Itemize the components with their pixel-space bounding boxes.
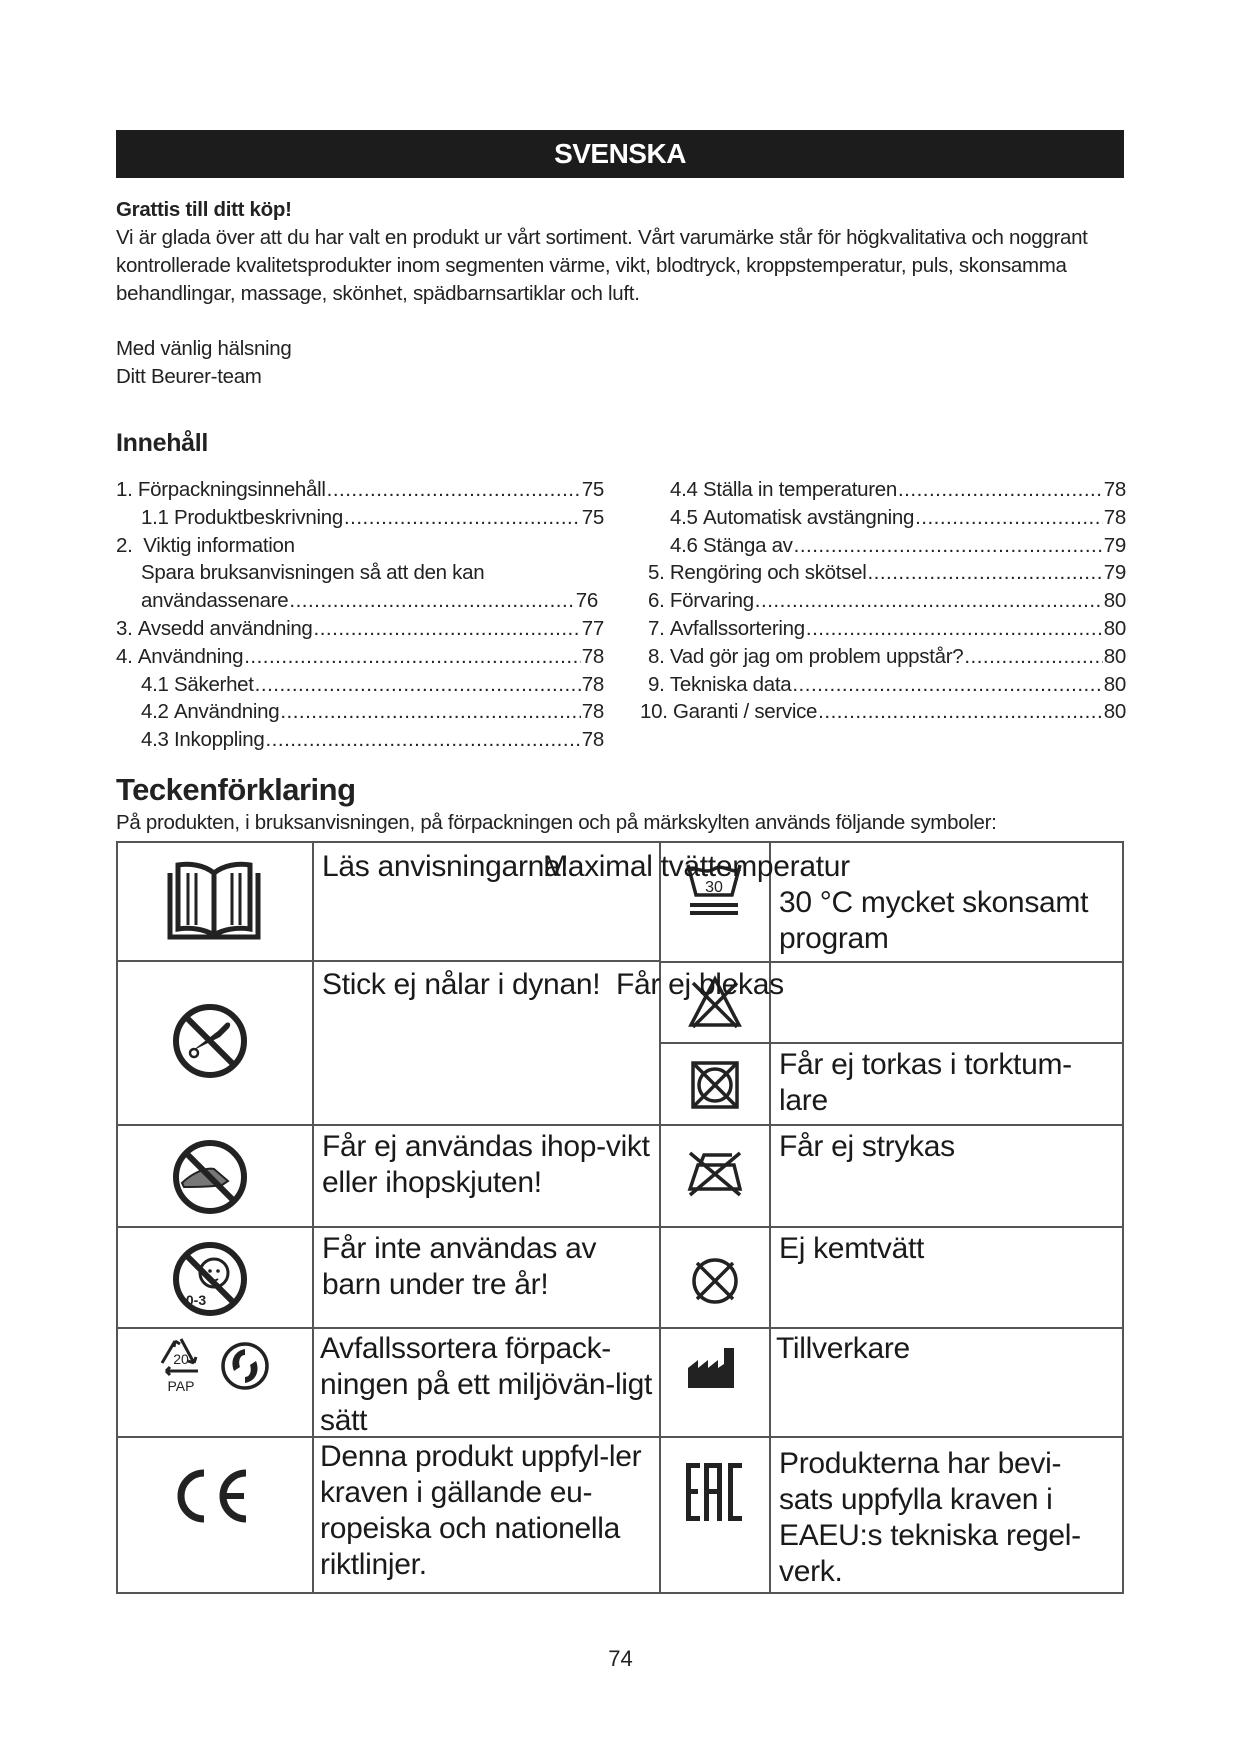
table-border — [116, 841, 118, 1594]
toc-leader — [314, 615, 581, 643]
closing-signature — [116, 335, 292, 391]
no-needles-text: Stick ej nålar i dynan! — [322, 968, 601, 1001]
toc-entry[interactable] — [116, 615, 604, 643]
table-divider — [659, 961, 1124, 963]
table-divider — [659, 1436, 1124, 1438]
toc-leader — [964, 643, 1102, 671]
legend-subtitle: På produkten, i bruksanvisningen, på förpackningen och på märkskylten används följande symboler: — [116, 811, 997, 834]
toc-entry[interactable] — [640, 504, 1126, 532]
toc-leader — [327, 476, 581, 504]
recycle-text: Avfallssortera förpack-ningen på ett miljövän-ligt sätt — [320, 1332, 653, 1437]
table-divider — [659, 1042, 1124, 1044]
closing-line: Ditt Beurer-team — [116, 365, 262, 388]
toc-label: Förvaring — [669, 589, 754, 613]
toc-leader — [915, 504, 1103, 532]
closing-line: Med vänlig hälsning — [116, 337, 292, 360]
no-fold-icon — [170, 1137, 250, 1217]
toc-label: Inkoppling — [174, 728, 265, 752]
no-dryclean-text: Ej kemtvätt — [779, 1232, 925, 1265]
toc-page: 77 — [581, 616, 604, 640]
toc-label: Användning — [137, 644, 244, 668]
table-divider — [769, 841, 771, 1594]
language-banner: SVENSKA — [116, 130, 1124, 178]
toc-leader — [265, 726, 580, 754]
toc-leader — [794, 532, 1103, 560]
toc-page: 79 — [1103, 561, 1126, 585]
toc-number: 7. — [648, 616, 665, 640]
toc-entry[interactable] — [640, 643, 1126, 671]
no-needle-icon — [170, 1001, 250, 1081]
toc-page: 80 — [1103, 700, 1126, 724]
manufacturer-text: Tillverkare — [776, 1332, 910, 1365]
toc-entry[interactable] — [640, 671, 1126, 699]
max-wash-text: Maximal tvättemperatur — [543, 850, 850, 883]
toc-page: 76 — [575, 589, 598, 613]
toc-leader — [289, 587, 574, 615]
toc-label: Avsedd användning — [137, 616, 313, 640]
toc-label: Tekniska data — [669, 672, 792, 696]
toc-leader — [280, 698, 580, 726]
toc-number: 9. — [648, 672, 665, 696]
toc-label: Produktbeskrivning — [174, 505, 343, 529]
green-dot-icon — [220, 1341, 270, 1391]
book-icon — [166, 859, 262, 943]
toc-entry[interactable] — [116, 587, 604, 615]
toc-leader — [806, 615, 1103, 643]
no-child-icon — [170, 1239, 250, 1319]
toc-label: Rengöring och skötsel — [669, 561, 867, 585]
toc-label: Spara bruksanvisningen så att den kan — [141, 561, 485, 585]
toc-entry[interactable] — [640, 476, 1126, 504]
toc-label: Stänga av — [703, 533, 793, 557]
greeting: Grattis till ditt köp! — [116, 198, 292, 221]
toc-number: 10. — [640, 700, 668, 724]
toc-page: 78 — [581, 728, 604, 752]
age-range-label: 0-3 — [185, 1292, 207, 1308]
toc-number: 4.3 — [141, 728, 169, 752]
toc-number: 3. — [116, 616, 133, 640]
no-dryer-text: Får ej torkas i torktum-lare — [779, 1048, 1072, 1117]
toc-number: 1. — [116, 478, 133, 501]
table-border — [1122, 841, 1124, 1594]
toc-number: 2. — [116, 533, 133, 557]
toc-label: Avfallssortering — [669, 616, 805, 640]
table-divider — [116, 1226, 661, 1228]
toc-leader — [244, 643, 581, 671]
table-divider — [116, 960, 661, 962]
toc-entry[interactable] — [640, 532, 1126, 560]
toc-label: Säkerhet — [174, 672, 254, 696]
toc-page: 78 — [1103, 478, 1126, 501]
contents-heading: Innehåll — [116, 429, 209, 457]
toc-label: Vad gör jag om problem uppstår? — [669, 644, 964, 668]
toc-number: 4.4 — [670, 478, 698, 501]
toc-page: 80 — [1103, 672, 1126, 696]
toc-entry[interactable] — [640, 587, 1126, 615]
table-divider — [116, 1327, 661, 1329]
no-bleach-text: Får ej blekas — [616, 968, 784, 1001]
toc-page: 75 — [581, 478, 604, 501]
intro-line: Vi är glada över att du har valt en produkt ur vårt sortiment. Vårt varumärke står för högkvalitativa och noggrant — [116, 226, 1088, 249]
toc-number: 4.5 — [670, 505, 698, 529]
toc-page: 78 — [581, 700, 604, 724]
toc-label: Användning — [174, 700, 280, 724]
toc-page: 78 — [581, 672, 604, 696]
toc-label: användassenare — [141, 589, 289, 613]
toc-number: 8. — [648, 644, 665, 668]
toc-page: 78 — [581, 644, 604, 668]
page-number: 74 — [608, 1646, 633, 1671]
toc-number: 4. — [116, 644, 133, 668]
toc-number: 6. — [648, 589, 665, 613]
toc-leader — [755, 587, 1103, 615]
wash-temp-label: 30 — [705, 879, 723, 896]
factory-icon — [686, 1346, 738, 1390]
toc-leader — [792, 671, 1102, 699]
eac-text: Produkterna har bevi-sats uppfylla kraven i EAEU:s tekniska regel-verk. — [779, 1447, 1081, 1588]
table-divider — [659, 841, 661, 1594]
recycle-material: PAP — [167, 1378, 195, 1394]
toc-entry — [116, 559, 604, 587]
toc-number: 5. — [648, 561, 665, 585]
table-divider — [659, 1226, 1124, 1228]
no-tumble-dry-icon — [687, 1057, 743, 1113]
table-divider — [659, 1124, 1124, 1126]
no-iron-icon — [684, 1145, 746, 1201]
toc-entry[interactable] — [116, 532, 604, 560]
toc-page: 80 — [1103, 616, 1126, 640]
intro-line: kontrollerade kvalitetsprodukter inom segmenten värme, vikt, blodtryck, kroppstemperatur, puls, skonsamma — [116, 254, 1067, 277]
table-border — [116, 841, 1124, 843]
toc-leader — [344, 504, 581, 532]
no-children-text: Får inte användas av barn under tre år! — [322, 1232, 597, 1301]
toc-label: Garanti / service — [673, 700, 818, 724]
recycle-icon — [152, 1333, 210, 1395]
toc-entry[interactable] — [116, 671, 604, 699]
ce-mark-icon — [166, 1461, 256, 1531]
table-border — [116, 1592, 1124, 1594]
table-divider — [312, 841, 314, 1594]
toc-entry[interactable] — [640, 615, 1126, 643]
toc-label: Viktig information — [143, 533, 295, 557]
symbol-table — [116, 841, 1124, 1594]
table-divider — [659, 1327, 1124, 1329]
toc-number: 4.2 — [141, 700, 169, 724]
toc-page: 80 — [1103, 644, 1126, 668]
toc-page: 78 — [1103, 505, 1126, 529]
toc-number: 4.1 — [141, 672, 169, 696]
toc-entry[interactable] — [116, 726, 604, 754]
toc-left-column — [116, 476, 604, 754]
toc-right-column — [640, 476, 1126, 726]
legend-heading: Teckenförklaring — [116, 772, 356, 807]
toc-label: Förpackningsinnehåll — [137, 478, 326, 501]
recycle-code: 20 — [173, 1351, 189, 1367]
toc-entry[interactable] — [116, 476, 604, 504]
intro-line: behandlingar, massage, skönhet, spädbarnsartiklar och luft. — [116, 282, 640, 305]
eac-mark-icon — [684, 1459, 746, 1525]
toc-leader — [867, 559, 1102, 587]
intro-section — [116, 196, 1126, 308]
toc-page: 79 — [1103, 533, 1126, 557]
ce-text: Denna produkt uppfyl-ler kraven i gällande eu-ropeiska och nationella riktlinjer. — [320, 1440, 642, 1581]
toc-entry[interactable] — [640, 698, 1126, 726]
toc-label: Automatisk avstängning — [703, 505, 915, 529]
no-dryclean-icon — [687, 1253, 743, 1309]
read-instructions-text: Läs anvisningarna! — [322, 850, 569, 883]
toc-page: 75 — [581, 505, 604, 529]
toc-number: 1.1 — [141, 505, 169, 529]
toc-entry[interactable] — [116, 643, 604, 671]
toc-entry[interactable] — [116, 504, 604, 532]
max-wash-detail-text: 30 °C mycket skonsamt program — [779, 886, 1089, 955]
toc-leader — [818, 698, 1103, 726]
table-divider — [116, 1124, 661, 1126]
toc-entry[interactable] — [116, 698, 604, 726]
toc-number: 4.6 — [670, 533, 698, 557]
toc-entry[interactable] — [640, 559, 1126, 587]
toc-leader — [898, 476, 1103, 504]
toc-page: 80 — [1103, 589, 1126, 613]
no-iron-text: Får ej strykas — [779, 1130, 955, 1163]
no-folded-text: Får ej användas ihop-vikt eller ihopskjuten! — [322, 1130, 650, 1199]
toc-leader — [255, 671, 581, 699]
toc-label: Ställa in temperaturen — [703, 478, 897, 501]
